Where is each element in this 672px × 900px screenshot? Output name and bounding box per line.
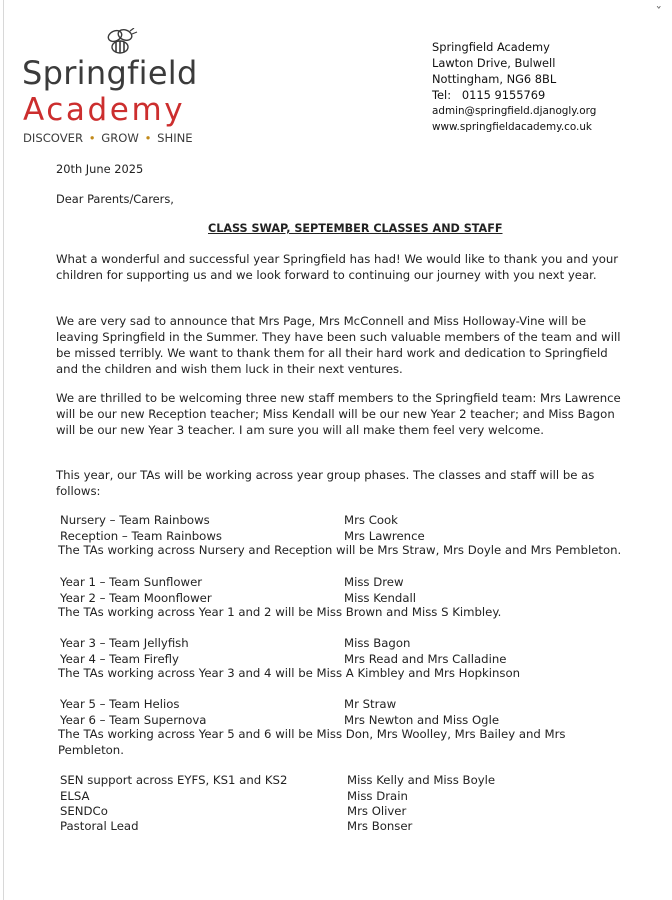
logo-wordmark-academy: Academy <box>23 92 186 128</box>
ta-note: The TAs working across Nursery and Reception will be Mrs Straw, Mrs Doyle and Mrs Pembleton. <box>58 543 622 557</box>
class-name: Year 5 – Team Helios <box>60 697 180 711</box>
tagline-word: SHINE <box>157 131 193 145</box>
class-teacher: Mrs Newton and Miss Ogle <box>344 713 500 727</box>
class-row <box>60 635 640 651</box>
support-role: Pastoral Lead <box>60 819 139 833</box>
tagline-dot: • <box>88 131 96 145</box>
class-name: Year 3 – Team Jellyfish <box>60 636 189 650</box>
class-teacher: Miss Kendall <box>344 591 416 605</box>
tagline-dot: • <box>144 131 152 145</box>
school-name: Springfield Academy <box>432 40 550 54</box>
support-role: SEN support across EYFS, KS1 and KS2 <box>60 773 288 787</box>
page-edge-line <box>3 0 4 900</box>
ta-note: The TAs working across Year 1 and 2 will be Miss Brown and Miss S Kimbley. <box>58 605 502 619</box>
letter-heading: CLASS SWAP, SEPTEMBER CLASSES AND STAFF <box>208 222 503 235</box>
ta-note: The TAs working across Year 3 and 4 will be Miss A Kimbley and Mrs Hopkinson <box>58 666 521 680</box>
class-name: Reception – Team Rainbows <box>60 529 222 543</box>
paragraph: This year, our TAs will be working across year group phases. The classes and staff will be as follows: <box>56 468 595 498</box>
class-row <box>60 512 640 528</box>
class-name: Nursery – Team Rainbows <box>60 513 210 527</box>
class-name: Year 1 – Team Sunflower <box>60 575 203 589</box>
support-row <box>60 803 640 819</box>
paragraph: We are thrilled to be welcoming three new staff members to the Springfield team: Mrs Lawrence will be our new Reception teacher; Miss Kendall will be our new Year 2 teacher; and Miss Bagon will be our new Year 3 teacher. I am sure you will all make them feel very welcome. <box>56 391 621 437</box>
address-website: www.springfieldacademy.co.uk <box>432 121 592 133</box>
corner-mark: ˇ <box>655 6 662 21</box>
letter-greeting: Dear Parents/Carers, <box>56 192 174 206</box>
support-row <box>60 772 640 788</box>
ta-note: The TAs working across Year 5 and 6 will be Miss Don, Mrs Woolley, Mrs Bailey and Mrs Pembleton. <box>58 727 566 757</box>
support-role: ELSA <box>60 789 90 803</box>
address-email: admin@springfield.djanogly.org <box>432 105 597 117</box>
support-row <box>60 818 640 834</box>
class-teacher: Mrs Cook <box>344 513 398 527</box>
class-teacher: Mr Straw <box>344 697 397 711</box>
class-teacher: Miss Drew <box>344 575 404 589</box>
paragraph: What a wonderful and successful year Springfield has had! We would like to thank you and your children for supporting us and we look forward to continuing our journey with you next year. <box>56 252 619 282</box>
support-staff: Miss Drain <box>347 789 408 803</box>
support-row <box>60 788 640 804</box>
address-street: Lawton Drive, Bulwell <box>432 56 556 70</box>
support-role: SENDCo <box>60 804 108 818</box>
paragraph: We are very sad to announce that Mrs Page, Mrs McConnell and Miss Holloway-Vine will be leaving Springfield in the Summer. They have been such valuable members of the team and will be missed terribly. We want to thank them for all their hard work and dedication to Springfield and the children and wish them luck in their next ventures. <box>56 314 621 376</box>
class-name: Year 6 – Team Supernova <box>60 713 207 727</box>
class-name: Year 2 – Team Moonflower <box>60 591 212 605</box>
class-row <box>60 696 640 712</box>
address-city: Nottingham, NG6 8BL <box>432 72 557 86</box>
class-name: Year 4 – Team Firefly <box>60 652 179 666</box>
class-teacher: Mrs Lawrence <box>344 529 425 543</box>
class-teacher: Mrs Read and Mrs Calladine <box>344 652 507 666</box>
tagline-word: DISCOVER <box>23 131 84 145</box>
support-staff: Miss Kelly and Miss Boyle <box>347 773 496 787</box>
address-telephone: Tel: 0115 9155769 <box>432 88 546 102</box>
support-staff: Mrs Oliver <box>347 804 407 818</box>
school-logo <box>22 28 202 148</box>
logo-tagline <box>23 131 193 145</box>
class-row <box>60 574 640 590</box>
logo-wordmark-springfield: Springfield <box>22 54 198 92</box>
tagline-word: GROW <box>101 131 139 145</box>
support-staff: Mrs Bonser <box>347 819 413 833</box>
letter-date: 20th June 2025 <box>56 162 144 176</box>
class-teacher: Miss Bagon <box>344 636 411 650</box>
school-address-block <box>432 39 596 135</box>
